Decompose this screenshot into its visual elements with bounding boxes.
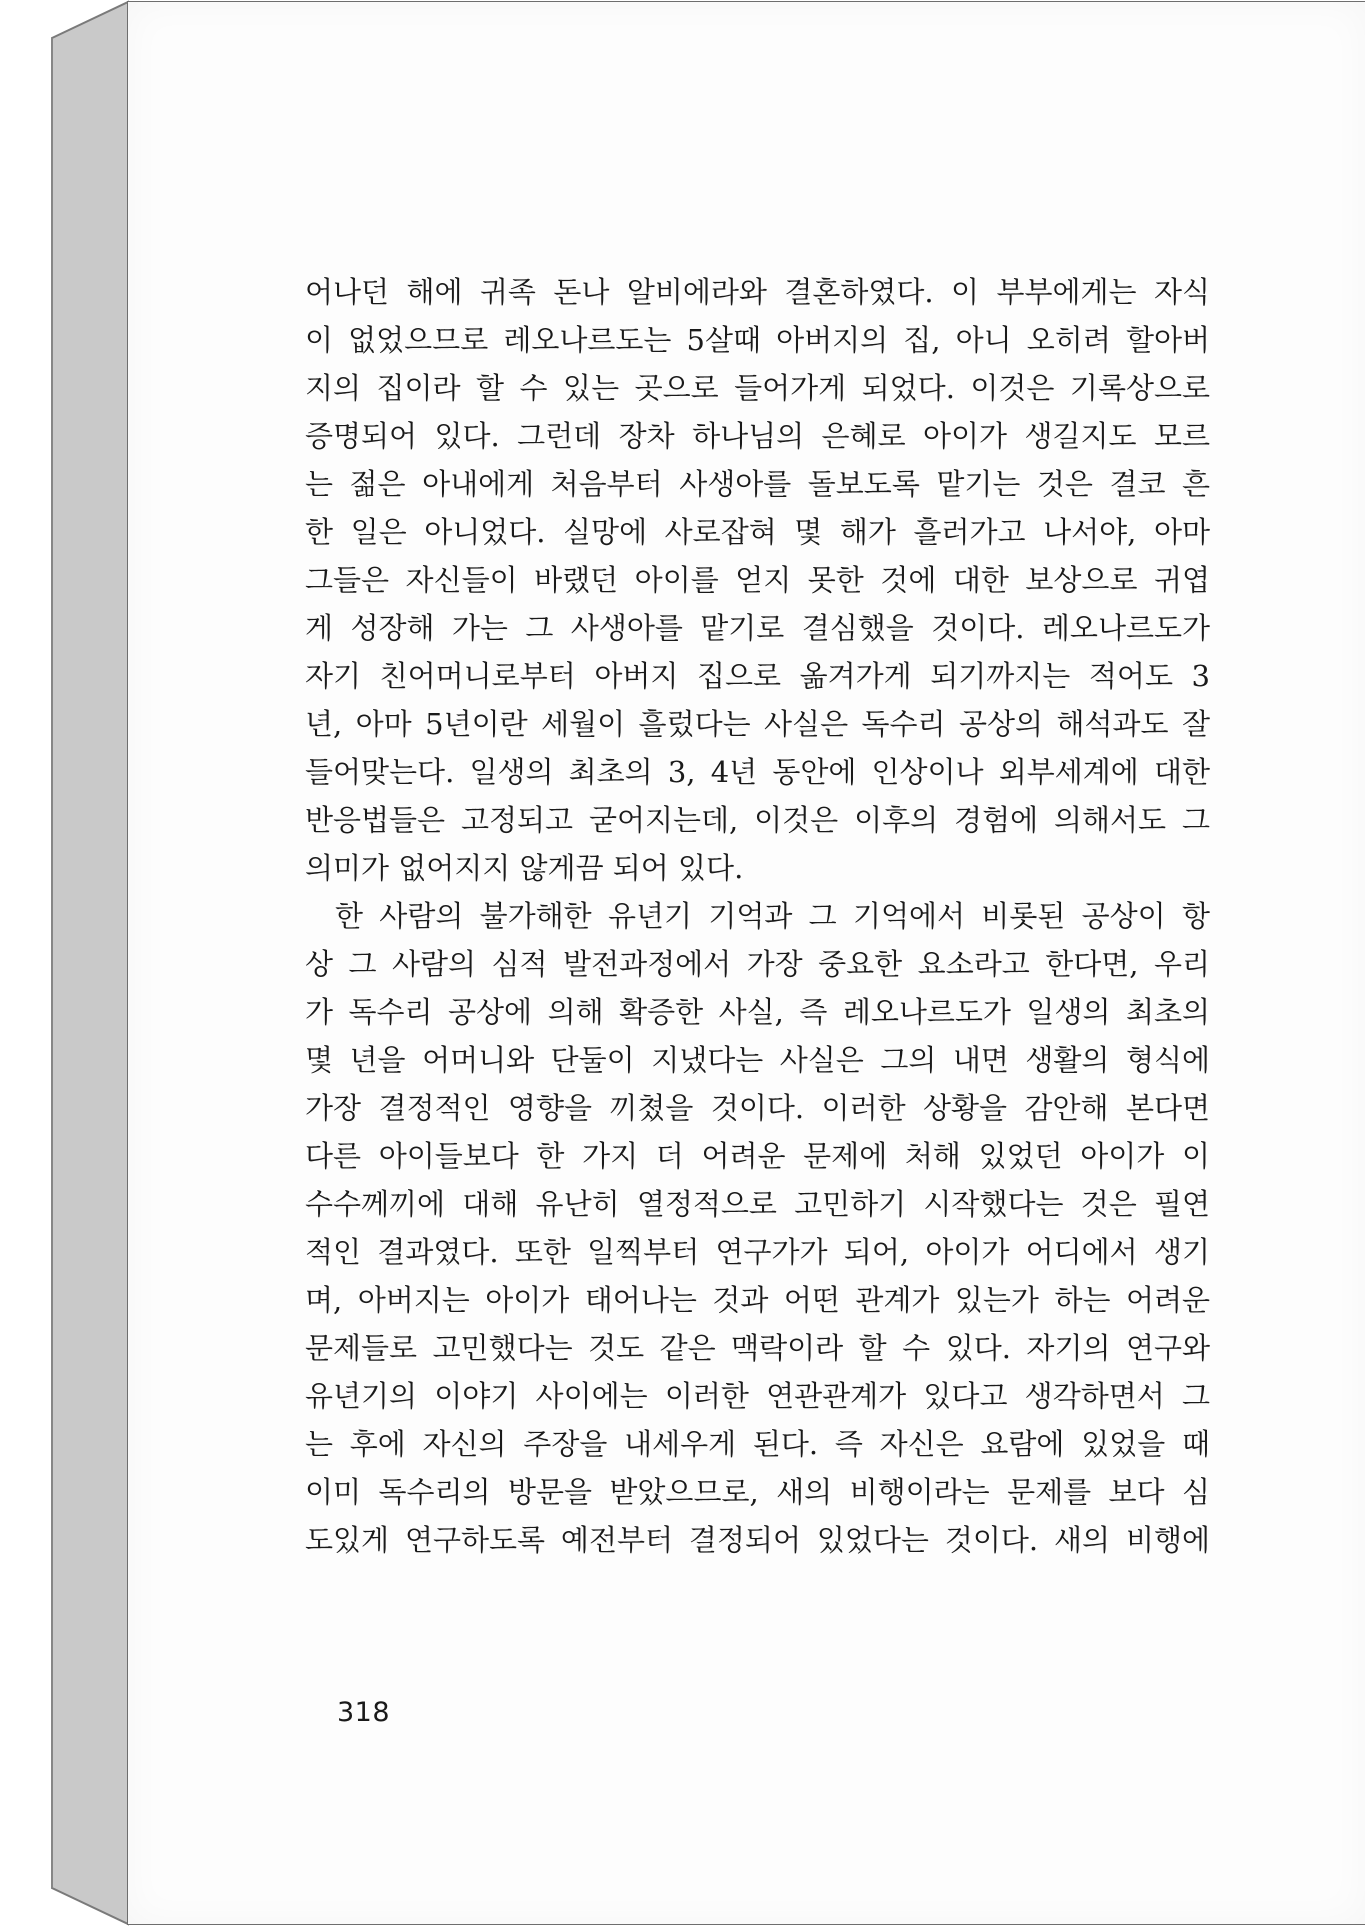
text-line: 증명되어 있다. 그런데 장차 하나님의 은혜로 아이가 생길지도 모르 — [305, 419, 1210, 453]
text-line: 지의 집이라 할 수 있는 곳으로 들어가게 되었다. 이것은 기록상으로 — [305, 371, 1210, 405]
text-line: 는 후에 자신의 주장을 내세우게 된다. 즉 자신은 요람에 있었을 때 — [305, 1427, 1210, 1461]
text-line: 도있게 연구하도록 예전부터 결정되어 있었다는 것이다. 새의 비행에 — [305, 1523, 1210, 1557]
text-line: 며, 아버지는 아이가 태어나는 것과 어떤 관계가 있는가 하는 어려운 — [305, 1283, 1210, 1317]
text-line: 가 독수리 공상에 의해 확증한 사실, 즉 레오나르도가 일생의 최초의 — [305, 995, 1210, 1029]
text-line: 적인 결과였다. 또한 일찍부터 연구가가 되어, 아이가 어디에서 생기 — [305, 1235, 1210, 1269]
text-line: 들어맞는다. 일생의 최초의 3, 4년 동안에 인상이나 외부세계에 대한 — [305, 755, 1210, 789]
text-line: 수수께끼에 대해 유난히 열정적으로 고민하기 시작했다는 것은 필연 — [305, 1187, 1210, 1221]
text-line: 자기 친어머니로부터 아버지 집으로 옮겨가게 되기까지는 적어도 3 — [305, 659, 1210, 693]
text-line: 다른 아이들보다 한 가지 더 어려운 문제에 처해 있었던 아이가 이 — [305, 1139, 1210, 1173]
text-line: 그들은 자신들이 바랬던 아이를 얻지 못한 것에 대한 보상으로 귀엽 — [305, 563, 1210, 597]
page-number: 318 — [337, 1697, 391, 1728]
text-line: 유년기의 이야기 사이에는 이러한 연관관계가 있다고 생각하면서 그 — [305, 1379, 1210, 1413]
paragraph-2 — [305, 892, 1210, 1564]
paragraph-1 — [305, 268, 1210, 892]
text-line: 년, 아마 5년이란 세월이 흘렀다는 사실은 독수리 공상의 해석과도 잘 — [305, 707, 1210, 741]
text-line: 문제들로 고민했다는 것도 같은 맥락이라 할 수 있다. 자기의 연구와 — [305, 1331, 1210, 1365]
text-line: 어나던 해에 귀족 돈나 알비에라와 결혼하였다. 이 부부에게는 자식 — [305, 275, 1210, 309]
text-line: 한 사람의 불가해한 유년기 기억과 그 기억에서 비롯된 공상이 항 — [335, 899, 1210, 933]
text-line: 이 없었으므로 레오나르도는 5살때 아버지의 집, 아니 오히려 할아버 — [305, 323, 1210, 357]
body-text — [305, 268, 1210, 1564]
text-line: 게 성장해 가는 그 사생아를 맡기로 결심했을 것이다. 레오나르도가 — [305, 611, 1210, 645]
text-line: 반응법들은 고정되고 굳어지는데, 이것은 이후의 경험에 의해서도 그 — [305, 803, 1210, 837]
text-line: 의미가 없어지지 않게끔 되어 있다. — [305, 851, 744, 885]
text-line: 상 그 사람의 심적 발전과정에서 가장 중요한 요소라고 한다면, 우리 — [305, 947, 1210, 981]
text-line: 는 젊은 아내에게 처음부터 사생아를 돌보도록 맡기는 것은 결코 흔 — [305, 467, 1210, 501]
text-line: 한 일은 아니었다. 실망에 사로잡혀 몇 해가 흘러가고 나서야, 아마 — [305, 515, 1210, 549]
text-line: 몇 년을 어머니와 단둘이 지냈다는 사실은 그의 내면 생활의 형식에 — [305, 1043, 1210, 1077]
text-line: 가장 결정적인 영향을 끼쳤을 것이다. 이러한 상황을 감안해 본다면 — [305, 1091, 1210, 1125]
text-line: 이미 독수리의 방문을 받았으므로, 새의 비행이라는 문제를 보다 심 — [305, 1475, 1210, 1509]
